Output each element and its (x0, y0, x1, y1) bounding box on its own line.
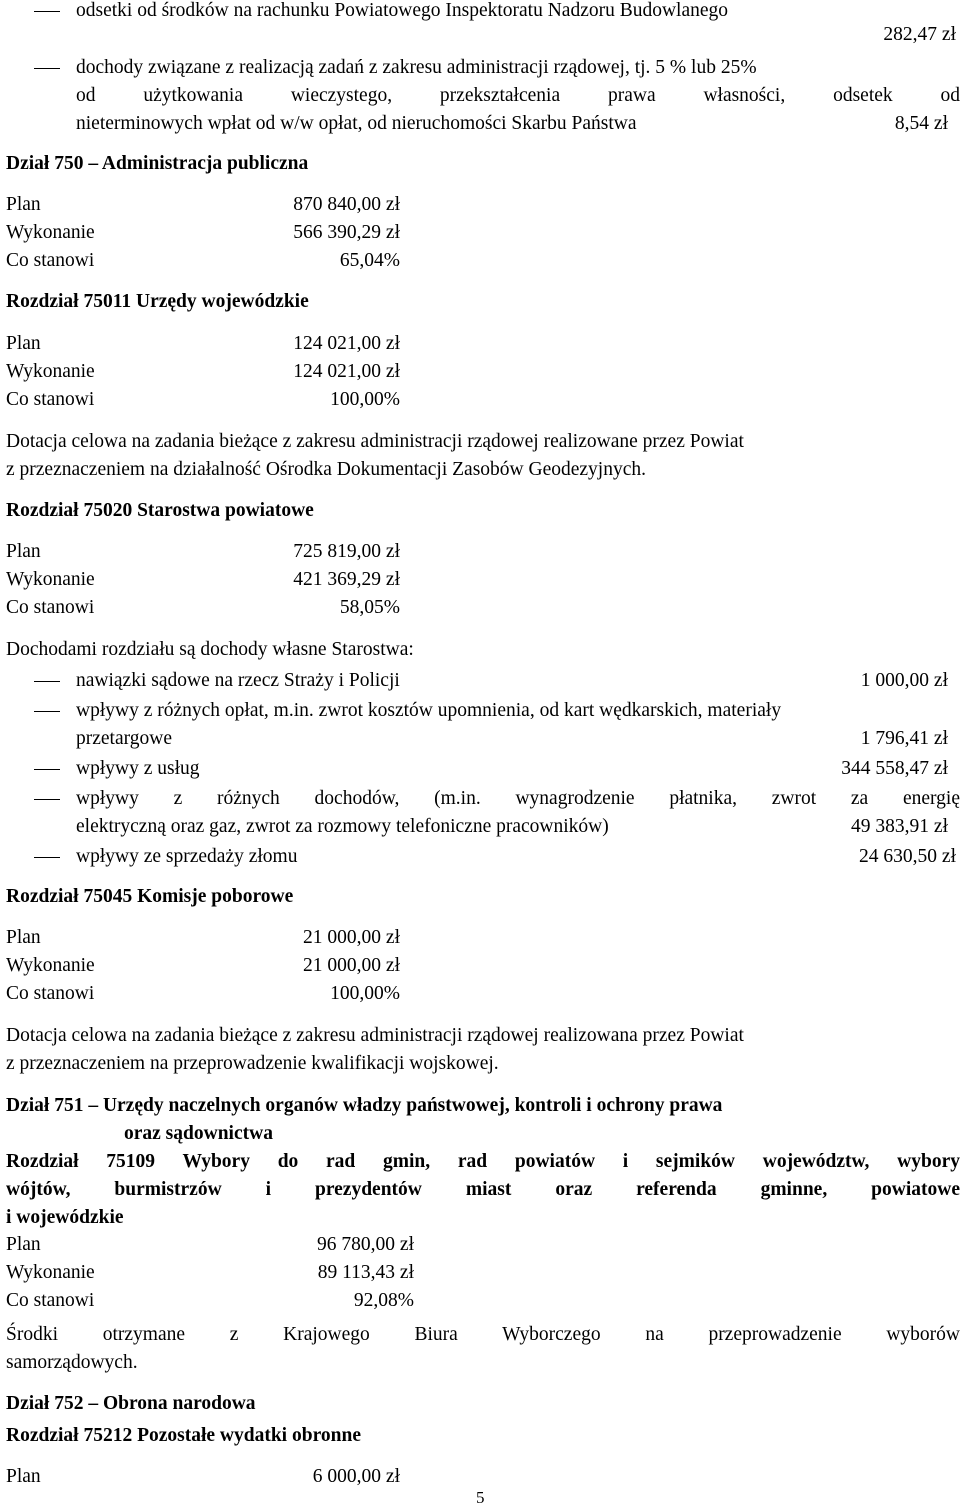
section-heading: Dział 751 – Urzędy naczelnych organów władzy państwowej, kontroli i ochrony prawa (6, 1095, 723, 1116)
list-item-text: wpływy ze sprzedaży złomu (76, 846, 298, 867)
list-item-text: wpływy z różnych dochodów, (m.in. wynagrodzenie płatnika, zwrot za energię (76, 788, 960, 809)
paragraph: samorządowych. (6, 1352, 138, 1373)
co-stanowi-label: Co stanowi (6, 983, 95, 1004)
paragraph: Dotacja celowa na zadania bieżące z zakresu administracji rządowej realizowana przez Powiat (6, 1025, 744, 1046)
list-dash (34, 11, 60, 12)
list-item-amount: 282,47 zł (883, 24, 956, 45)
list-item-amount: 344 558,47 zł (841, 758, 948, 779)
list-item-amount: 8,54 zł (894, 113, 948, 134)
section-heading: Dział 752 – Obrona narodowa (6, 1393, 256, 1414)
plan-label: Plan (6, 1466, 41, 1487)
list-item-text: od użytkowania wieczystego, przekształcenia prawa własności, odsetek od (76, 85, 960, 106)
section-heading: i wojewódzkie (6, 1207, 124, 1228)
list-dash (34, 769, 60, 770)
co-stanowi-label: Co stanowi (6, 250, 95, 271)
section-heading: Rozdział 75212 Pozostałe wydatki obronne (6, 1425, 361, 1446)
plan-label: Plan (6, 1234, 41, 1255)
co-stanowi-value: 92,08% (353, 1290, 414, 1311)
plan-value: 96 780,00 zł (317, 1234, 414, 1255)
plan-value: 870 840,00 zł (293, 194, 400, 215)
list-dash (34, 799, 60, 800)
wykonanie-label: Wykonanie (6, 955, 95, 976)
plan-label: Plan (6, 194, 41, 215)
paragraph: Środki otrzymane z Krajowego Biura Wyborczego na przeprowadzenie wyborów (6, 1324, 960, 1345)
paragraph: Dochodami rozdziału są dochody własne Starostwa: (6, 639, 414, 660)
wykonanie-label: Wykonanie (6, 569, 95, 590)
plan-label: Plan (6, 927, 41, 948)
section-heading: Rozdział 75020 Starostwa powiatowe (6, 500, 314, 521)
list-item-amount: 1 000,00 zł (860, 670, 948, 691)
wykonanie-value: 124 021,00 zł (293, 361, 400, 382)
section-heading: Rozdział 75045 Komisje poborowe (6, 886, 294, 907)
co-stanowi-label: Co stanowi (6, 597, 95, 618)
co-stanowi-value: 100,00% (330, 983, 400, 1004)
paragraph: z przeznaczeniem na działalność Ośrodka Dokumentacji Zasobów Geodezyjnych. (6, 459, 646, 480)
section-heading: wójtów, burmistrzów i prezydentów miast oraz referenda gminne, powiatowe (6, 1179, 960, 1200)
plan-value: 725 819,00 zł (293, 541, 400, 562)
section-heading: Rozdział 75011 Urzędy wojewódzkie (6, 291, 309, 312)
list-dash (34, 857, 60, 858)
list-item-text: nieterminowych wpłat od w/w opłat, od nieruchomości Skarbu Państwa (76, 113, 637, 134)
list-item-text: elektryczną oraz gaz, zwrot za rozmowy telefoniczne pracowników) (76, 816, 609, 837)
plan-value: 21 000,00 zł (303, 927, 400, 948)
list-dash (34, 681, 60, 682)
list-item-text: wpływy z usług (76, 758, 200, 779)
list-item-amount: 49 383,91 zł (851, 816, 948, 837)
wykonanie-label: Wykonanie (6, 222, 95, 243)
wykonanie-value: 89 113,43 zł (317, 1262, 414, 1283)
section-heading: Rozdział 75109 Wybory do rad gmin, rad powiatów i sejmików województw, wybory (6, 1151, 960, 1172)
co-stanowi-value: 58,05% (339, 597, 400, 618)
co-stanowi-value: 100,00% (330, 389, 400, 410)
co-stanowi-label: Co stanowi (6, 1290, 95, 1311)
list-item-amount: 24 630,50 zł (859, 846, 956, 867)
wykonanie-value: 21 000,00 zł (303, 955, 400, 976)
plan-value: 6 000,00 zł (312, 1466, 400, 1487)
list-dash (34, 711, 60, 712)
plan-label: Plan (6, 333, 41, 354)
wykonanie-value: 421 369,29 zł (293, 569, 400, 590)
co-stanowi-value: 65,04% (339, 250, 400, 271)
section-heading: oraz sądownictwa (124, 1123, 273, 1144)
list-item-text: nawiązki sądowe na rzecz Straży i Policji (76, 670, 400, 691)
list-item-text: odsetki od środków na rachunku Powiatowego Inspektoratu Nadzoru Budowlanego (76, 0, 729, 21)
list-item-text: wpływy z różnych opłat, m.in. zwrot kosztów upomnienia, od kart wędkarskich, materiały (76, 700, 782, 721)
wykonanie-label: Wykonanie (6, 361, 95, 382)
paragraph: Dotacja celowa na zadania bieżące z zakresu administracji rządowej realizowane przez Powiat (6, 431, 744, 452)
plan-value: 124 021,00 zł (293, 333, 400, 354)
page-number: 5 (476, 1488, 485, 1507)
list-item-text: dochody związane z realizacją zadań z zakresu administracji rządowej, tj. 5 % lub 25% (76, 57, 757, 78)
co-stanowi-label: Co stanowi (6, 389, 95, 410)
wykonanie-label: Wykonanie (6, 1262, 95, 1283)
list-item-text: przetargowe (76, 728, 173, 749)
list-dash (34, 68, 60, 69)
paragraph: z przeznaczeniem na przeprowadzenie kwalifikacji wojskowej. (6, 1053, 499, 1074)
section-heading: Dział 750 – Administracja publiczna (6, 153, 309, 174)
wykonanie-value: 566 390,29 zł (293, 222, 400, 243)
list-item-amount: 1 796,41 zł (860, 728, 948, 749)
plan-label: Plan (6, 541, 41, 562)
